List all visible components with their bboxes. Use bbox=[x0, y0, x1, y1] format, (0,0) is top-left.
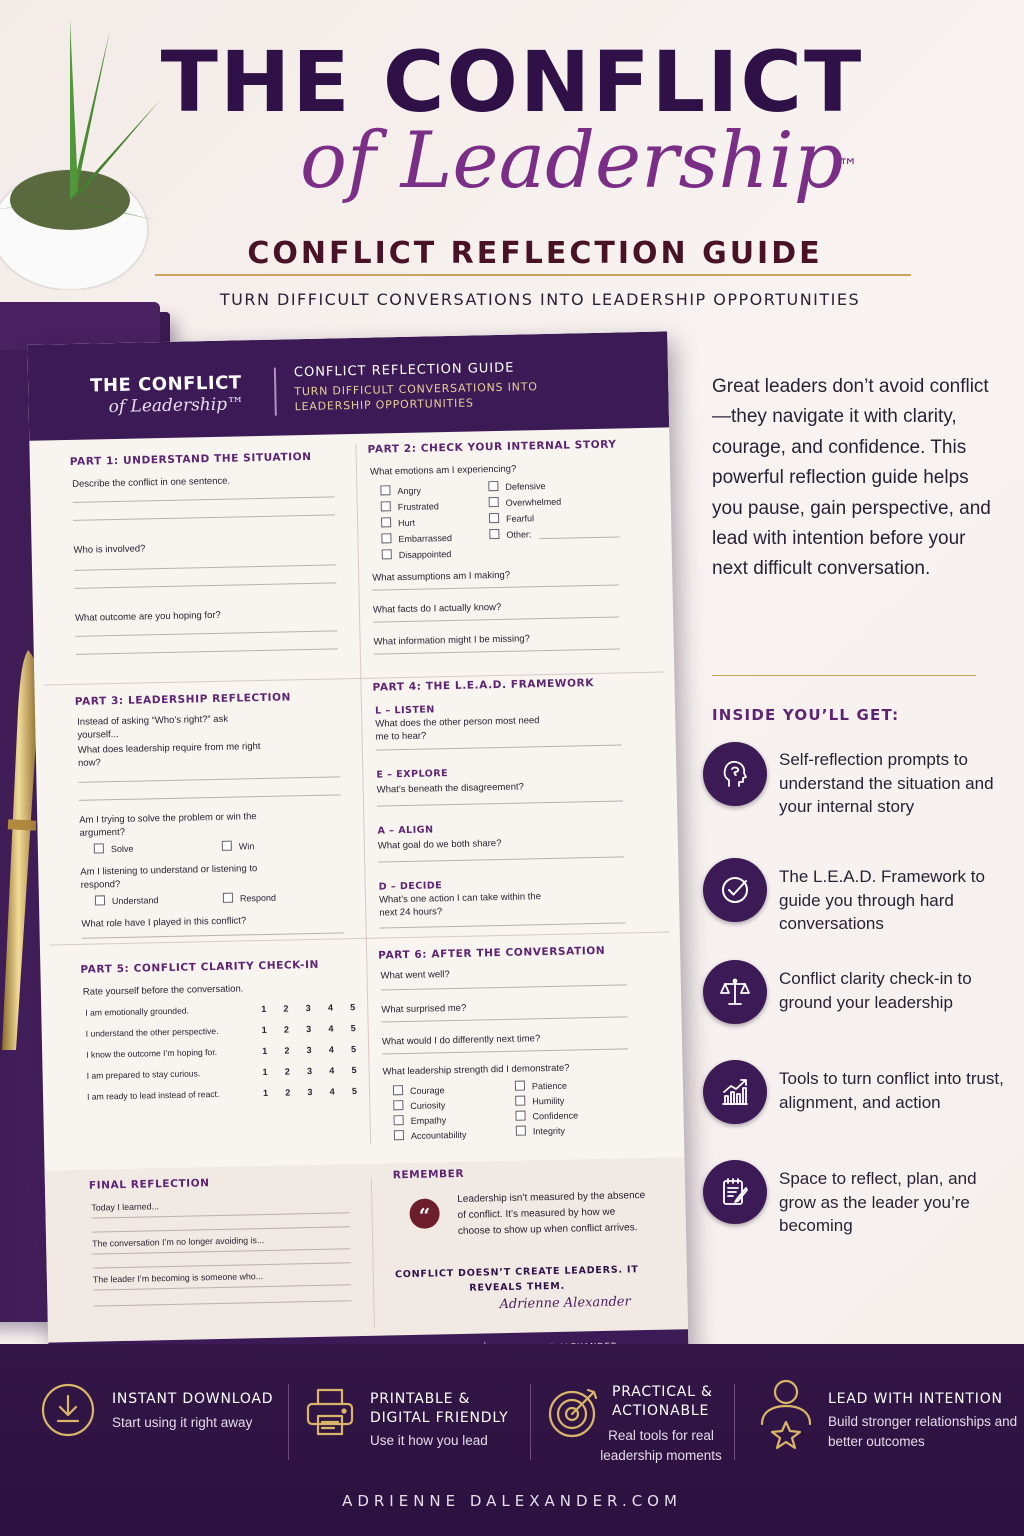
rating-1[interactable]: 1 bbox=[262, 1066, 268, 1078]
answer-line[interactable] bbox=[79, 794, 341, 800]
final-question-2: The conversation I’m no longer avoiding is... bbox=[92, 1235, 265, 1249]
part4-title: PART 4: THE L.E.A.D. FRAMEWORK bbox=[372, 677, 595, 694]
rating-row bbox=[87, 1065, 357, 1085]
check-circle-icon bbox=[703, 858, 767, 922]
answer-line[interactable] bbox=[380, 922, 626, 928]
checkbox-courage[interactable]: Courage bbox=[393, 1084, 445, 1096]
printer-icon bbox=[302, 1384, 358, 1440]
checkbox-win[interactable]: Win bbox=[222, 840, 255, 852]
part3-question-3: Am I listening to understand or listening to respond? bbox=[80, 863, 258, 891]
rating-1[interactable]: 1 bbox=[261, 1024, 267, 1036]
rating-3[interactable]: 3 bbox=[306, 1024, 312, 1035]
feature-text-1: Self-reflection prompts to understand the situation and your internal story bbox=[779, 750, 994, 816]
rating-row bbox=[86, 1044, 356, 1064]
answer-line[interactable] bbox=[73, 514, 335, 520]
answer-line[interactable] bbox=[73, 496, 335, 502]
part3-question-1: What does leadership require from me right now? bbox=[77, 741, 261, 769]
rating-label: I know the outcome I’m hoping for. bbox=[86, 1046, 218, 1060]
rating-5[interactable]: 5 bbox=[350, 1002, 356, 1013]
rating-3[interactable]: 3 bbox=[307, 1087, 313, 1098]
benefit-sub-download: Start using it right away bbox=[112, 1415, 253, 1430]
checkbox-patience[interactable]: Patience bbox=[515, 1080, 567, 1092]
rating-4[interactable]: 4 bbox=[328, 1044, 334, 1055]
part1-title: PART 1: UNDERSTAND THE SITUATION bbox=[69, 450, 312, 468]
rating-2[interactable]: 2 bbox=[283, 1024, 290, 1035]
part3-title: PART 3: LEADERSHIP REFLECTION bbox=[74, 691, 292, 708]
feature-text-2: The L.E.A.D. Framework to guide you through hard conversations bbox=[779, 867, 985, 933]
scales-icon bbox=[703, 960, 767, 1024]
benefit-title-practical: PRACTICAL & ACTIONABLE bbox=[612, 1384, 713, 1419]
checkbox-disappointed[interactable]: Disappointed bbox=[382, 548, 452, 560]
part6-question-1: What went well? bbox=[380, 969, 450, 982]
checkbox-frustrated[interactable]: Frustrated bbox=[381, 500, 439, 512]
guide-subtitle: CONFLICT REFLECTION GUIDE bbox=[247, 236, 823, 271]
answer-line[interactable] bbox=[382, 1048, 628, 1054]
rating-row bbox=[85, 1002, 355, 1022]
final-title: FINAL REFLECTION bbox=[88, 1177, 210, 1192]
answer-line[interactable] bbox=[373, 616, 619, 622]
remember-title: REMEMBER bbox=[392, 1167, 465, 1182]
rating-2[interactable]: 2 bbox=[284, 1045, 290, 1056]
answer-line[interactable] bbox=[382, 1016, 628, 1022]
worksheet-guide-title: CONFLICT REFLECTION GUIDE bbox=[293, 360, 515, 381]
person-star-icon bbox=[756, 1378, 816, 1456]
benefit-title-lead: LEAD WITH INTENTION bbox=[828, 1391, 1003, 1407]
worksheet-logo-script: of Leadership™ bbox=[108, 394, 245, 418]
checkbox-integrity[interactable]: Integrity bbox=[516, 1125, 565, 1137]
rating-5[interactable]: 5 bbox=[351, 1065, 357, 1076]
rating-label: I am prepared to stay curious. bbox=[86, 1068, 201, 1081]
answer-line[interactable] bbox=[373, 584, 619, 590]
head-icon bbox=[703, 742, 767, 806]
intro-paragraph: Great leaders don’t avoid conflict—they navigate it with clarity, courage, and confidence. This powerful reflection guide helps you pause, gain perspective, and lead with intention before your next difficult conversation. bbox=[712, 376, 991, 580]
part2-question-4: What information might I be missing? bbox=[373, 633, 530, 648]
answer-line[interactable] bbox=[377, 800, 623, 806]
benefit-sub-practical: Real tools for real leadership moments bbox=[600, 1428, 722, 1463]
title-script: of Leadership bbox=[300, 116, 844, 206]
rating-row bbox=[87, 1086, 357, 1106]
tagline: TURN DIFFICULT CONVERSATIONS INTO LEADERSHIP OPPORTUNITIES bbox=[219, 290, 861, 309]
trademark-mark: ™ bbox=[838, 154, 858, 178]
part2-title: PART 2: CHECK YOUR INTERNAL STORY bbox=[367, 438, 617, 456]
band-divider bbox=[734, 1384, 735, 1460]
answer-line[interactable] bbox=[82, 932, 344, 938]
worksheet-guide-subtitle: TURN DIFFICULT CONVERSATIONS INTO LEADERSHIP OPPORTUNITIES bbox=[294, 380, 538, 414]
part1-question-1: Describe the conflict in one sentence. bbox=[72, 475, 231, 490]
lead-align-label: A – ALIGN bbox=[377, 824, 434, 837]
lead-explore-question: What’s beneath the disagreement? bbox=[376, 781, 524, 796]
answer-line[interactable] bbox=[74, 564, 336, 570]
checkbox-respond[interactable]: Respond bbox=[223, 892, 276, 904]
lead-listen-question: What does the other person most need me to hear? bbox=[375, 715, 540, 743]
part2-question-1: What emotions am I experiencing? bbox=[369, 463, 517, 478]
rating-4[interactable]: 4 bbox=[327, 1002, 334, 1013]
band-divider bbox=[530, 1384, 531, 1460]
checkbox-fearful[interactable]: Fearful bbox=[489, 512, 534, 524]
part3-question-2: Am I trying to solve the problem or win the argument? bbox=[79, 811, 257, 839]
checkbox-humility[interactable]: Humility bbox=[515, 1095, 564, 1107]
quote-icon: “ bbox=[409, 1198, 440, 1229]
rating-2[interactable]: 2 bbox=[283, 1003, 289, 1014]
answer-line[interactable] bbox=[74, 582, 336, 588]
rating-4[interactable]: 4 bbox=[329, 1086, 335, 1097]
part1-question-2: Who is involved? bbox=[73, 543, 146, 556]
lead-listen-label: L – LISTEN bbox=[374, 704, 435, 717]
rating-1[interactable]: 1 bbox=[262, 1045, 268, 1057]
part1-question-3: What outcome are you hoping for? bbox=[74, 609, 221, 624]
notepad-pen-icon bbox=[703, 1160, 767, 1224]
rating-1[interactable]: 1 bbox=[262, 1087, 269, 1099]
rating-label: I understand the other perspective. bbox=[85, 1025, 219, 1039]
other-answer-line[interactable] bbox=[539, 536, 619, 539]
part5-title: PART 5: CONFLICT CLARITY CHECK-IN bbox=[80, 958, 320, 976]
rating-label: I am ready to lead instead of react. bbox=[86, 1088, 220, 1102]
answer-line[interactable] bbox=[374, 648, 620, 654]
feature-text-3: Conflict clarity check-in to ground your leadership bbox=[779, 969, 972, 1012]
checkbox-confidence[interactable]: Confidence bbox=[515, 1109, 578, 1121]
checkbox-curiosity[interactable]: Curiosity bbox=[393, 1099, 445, 1111]
checkbox-solve[interactable]: Solve bbox=[94, 843, 134, 855]
checkbox-overwhelmed[interactable]: Overwhelmed bbox=[489, 496, 562, 509]
answer-line[interactable] bbox=[75, 630, 337, 636]
part2-question-2: What assumptions am I making? bbox=[372, 569, 511, 584]
part6-question-2: What surprised me? bbox=[381, 1002, 467, 1016]
lead-decide-label: D – DECIDE bbox=[378, 880, 443, 893]
part6-question-4: What leadership strength did I demonstrate? bbox=[382, 1062, 570, 1078]
lead-explore-label: E – EXPLORE bbox=[376, 768, 449, 781]
checkbox-hurt[interactable]: Hurt bbox=[381, 517, 415, 529]
rating-5[interactable]: 5 bbox=[350, 1044, 357, 1055]
part6-question-3: What would I do differently next time? bbox=[381, 1033, 541, 1048]
answer-line[interactable] bbox=[78, 776, 340, 782]
header-divider bbox=[155, 274, 911, 276]
checkbox-empathy[interactable]: Empathy bbox=[394, 1114, 447, 1126]
download-icon bbox=[40, 1382, 96, 1438]
part5-intro: Rate yourself before the conversation. bbox=[82, 983, 244, 998]
part2-question-3: What facts do I actually know? bbox=[372, 601, 502, 616]
rating-2[interactable]: 2 bbox=[284, 1066, 290, 1077]
checkbox-understand[interactable]: Understand bbox=[95, 894, 159, 906]
row-divider-2 bbox=[50, 931, 670, 945]
answer-line[interactable] bbox=[376, 744, 622, 750]
part3-question-4: What role have I played in this conflict? bbox=[81, 915, 247, 930]
rating-3[interactable]: 3 bbox=[305, 1003, 311, 1014]
checkbox-other[interactable]: Other: bbox=[489, 528, 531, 540]
page-title: THE CONFLICT bbox=[160, 33, 864, 131]
worksheet-preview bbox=[27, 331, 688, 1372]
inside-heading: INSIDE YOU’LL GET: bbox=[712, 706, 900, 724]
checkbox-accountability[interactable]: Accountability bbox=[394, 1129, 467, 1142]
signature: Adrienne Alexander bbox=[499, 1294, 631, 1313]
remember-quote: Leadership isn’t measured by the absence of conflict. It’s measured by how we choose to show up when conflict arrives. bbox=[457, 1190, 646, 1237]
benefit-sub-lead: Build stronger relationships and better outcomes bbox=[828, 1414, 1018, 1449]
rating-1[interactable]: 1 bbox=[261, 1003, 267, 1015]
column-divider bbox=[355, 444, 371, 1144]
answer-line[interactable] bbox=[381, 984, 627, 990]
rating-4[interactable]: 4 bbox=[329, 1065, 335, 1076]
feature-text-4: Tools to turn conflict into trust, alignment, and action bbox=[779, 1069, 1004, 1112]
final-question-1: Today I learned... bbox=[91, 1201, 159, 1213]
checkbox-embarrassed[interactable]: Embarrassed bbox=[381, 532, 452, 544]
rating-5[interactable]: 5 bbox=[350, 1023, 356, 1034]
band-divider bbox=[288, 1384, 289, 1460]
rating-3[interactable]: 3 bbox=[306, 1045, 312, 1056]
feature-text-5: Space to reflect, plan, and grow as the leader you’re becoming bbox=[779, 1169, 977, 1235]
lead-align-question: What goal do we both share? bbox=[377, 837, 502, 852]
checkbox-angry[interactable]: Angry bbox=[380, 485, 421, 497]
rating-3[interactable]: 3 bbox=[306, 1066, 313, 1077]
answer-line[interactable] bbox=[378, 856, 624, 862]
growth-chart-icon bbox=[703, 1060, 767, 1124]
closing-statement: CONFLICT DOESN’T CREATE LEADERS. IT REVEALS THEM. bbox=[394, 1264, 639, 1294]
part3-prompt: Instead of asking “Who’s right?” ask yourself... bbox=[77, 713, 229, 741]
benefit-sub-printable: Use it how you lead bbox=[370, 1433, 488, 1448]
worksheet-logo-title: THE CONFLICT bbox=[89, 372, 242, 397]
section-divider bbox=[712, 675, 976, 676]
checkbox-defensive[interactable]: Defensive bbox=[488, 480, 545, 492]
rating-label: I am emotionally grounded. bbox=[85, 1005, 190, 1018]
final-question-3: The leader I’m becoming is someone who... bbox=[92, 1271, 264, 1285]
benefit-title-download: INSTANT DOWNLOAD bbox=[112, 1391, 274, 1407]
benefit-title-printable: PRINTABLE & DIGITAL FRIENDLY bbox=[370, 1391, 509, 1426]
lead-decide-question: What’s one action I can take within the next 24 hours? bbox=[378, 891, 542, 919]
rating-2[interactable]: 2 bbox=[285, 1087, 291, 1098]
rating-row bbox=[86, 1023, 356, 1043]
answer-line[interactable] bbox=[76, 648, 338, 654]
rating-4[interactable]: 4 bbox=[328, 1023, 334, 1034]
website-url[interactable]: ADRIENNE DALEXANDER.COM bbox=[342, 1492, 682, 1510]
part6-title: PART 6: AFTER THE CONVERSATION bbox=[378, 944, 606, 962]
rating-5[interactable]: 5 bbox=[351, 1086, 358, 1097]
